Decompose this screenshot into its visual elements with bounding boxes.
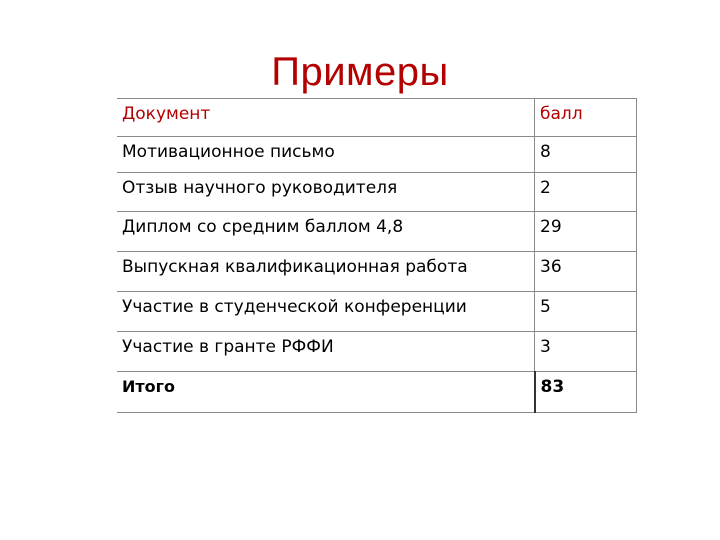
row-document: Участие в студенческой конференции <box>117 292 535 332</box>
row-document: Выпускная квалификационная работа <box>117 252 535 292</box>
row-score: 2 <box>535 173 637 212</box>
total-label: Итого <box>117 372 535 413</box>
row-document: Отзыв научного руководителя <box>117 173 535 212</box>
scores-table <box>117 98 637 413</box>
table-row <box>117 252 637 292</box>
row-score: 3 <box>535 332 637 372</box>
row-document: Участие в гранте РФФИ <box>117 332 535 372</box>
row-score: 5 <box>535 292 637 332</box>
header-document: Документ <box>117 99 535 137</box>
total-score: 83 <box>535 372 637 413</box>
row-score: 36 <box>535 252 637 292</box>
row-document: Мотивационное письмо <box>117 137 535 173</box>
header-score: балл <box>535 99 637 137</box>
row-score: 8 <box>535 137 637 173</box>
row-score: 29 <box>535 212 637 252</box>
table-row <box>117 137 637 173</box>
row-document: Диплом со средним баллом 4,8 <box>117 212 535 252</box>
table-header-row <box>117 99 637 137</box>
slide-title: Примеры <box>271 50 449 94</box>
table-row <box>117 292 637 332</box>
table-row <box>117 332 637 372</box>
table-total-row <box>117 372 637 413</box>
table-row <box>117 173 637 212</box>
table-row <box>117 212 637 252</box>
